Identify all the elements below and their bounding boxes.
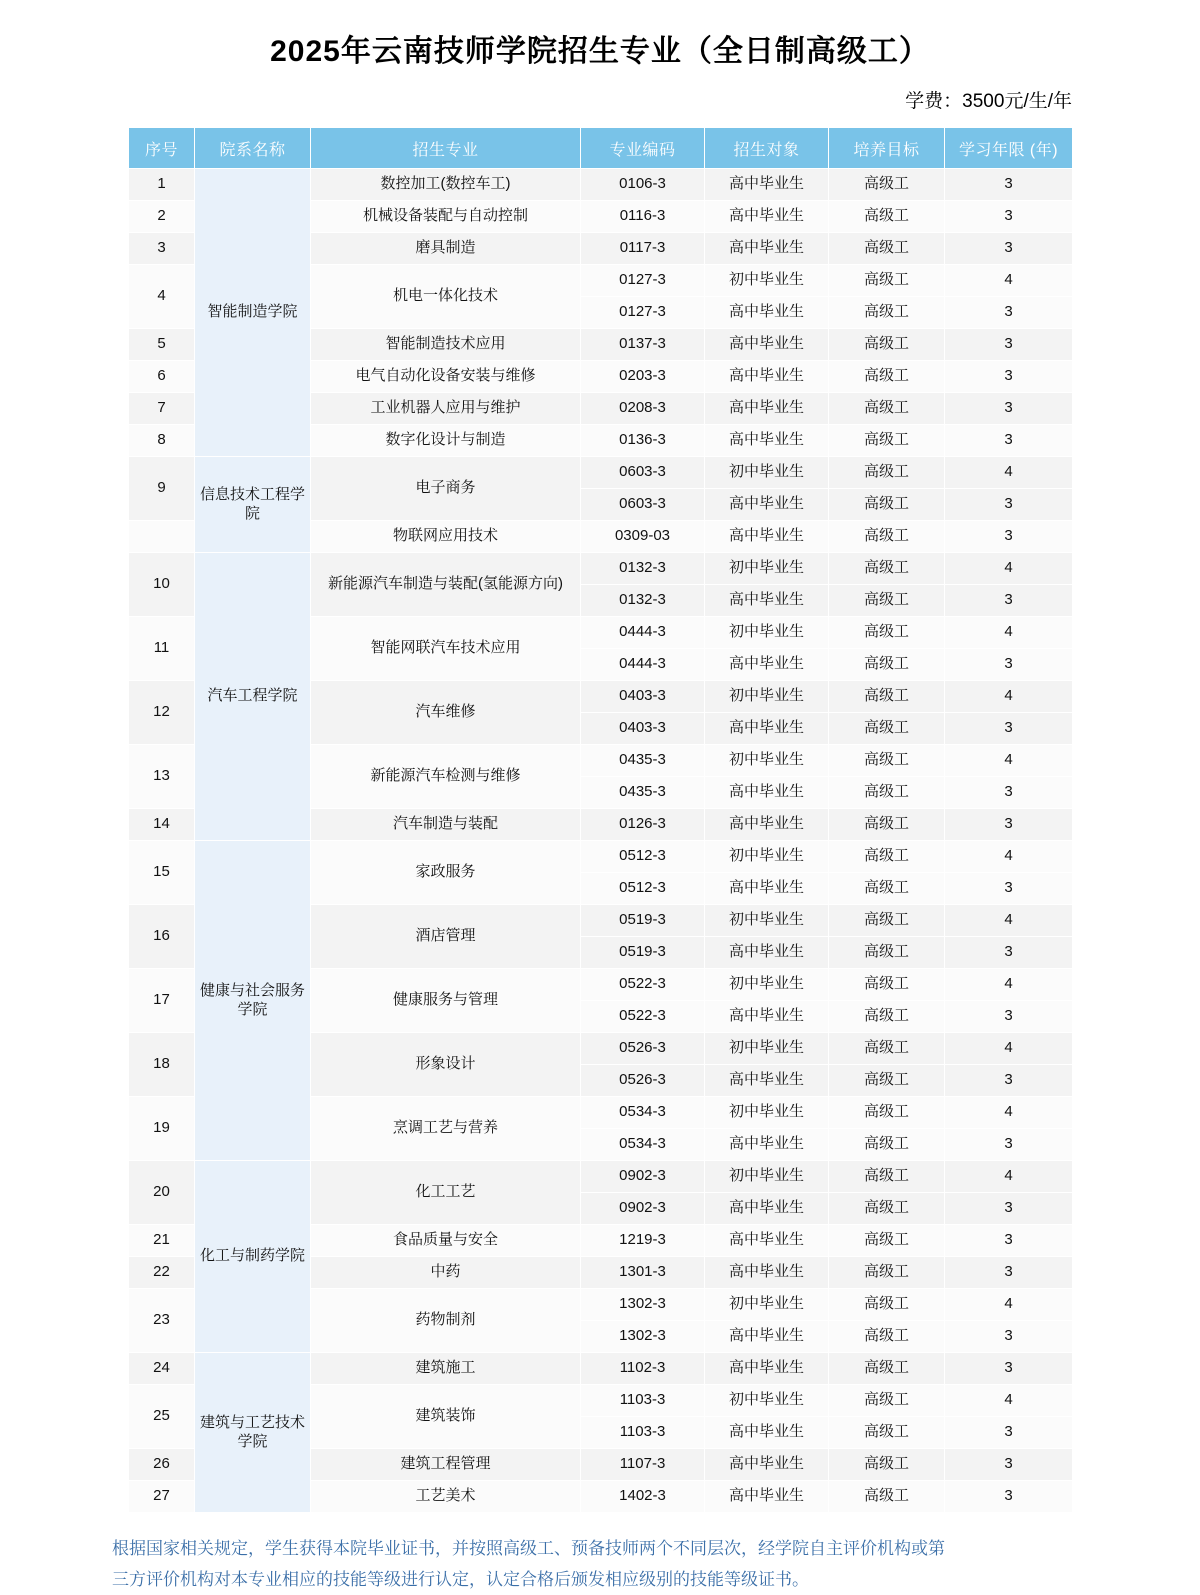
cell-index: 15	[129, 841, 195, 905]
cell-object: 初中毕业生	[705, 457, 829, 489]
cell-major: 电子商务	[311, 457, 581, 521]
cell-goal: 高级工	[829, 585, 945, 617]
col-header-object: 招生对象	[705, 128, 829, 169]
cell-index: 11	[129, 617, 195, 681]
cell-years: 3	[945, 329, 1073, 361]
cell-years: 3	[945, 1353, 1073, 1385]
majors-table	[128, 127, 1073, 1513]
cell-goal: 高级工	[829, 777, 945, 809]
cell-goal: 高级工	[829, 745, 945, 777]
cell-object: 高中毕业生	[705, 393, 829, 425]
cell-object: 高中毕业生	[705, 1353, 829, 1385]
cell-code: 0512-3	[581, 873, 705, 905]
cell-object: 初中毕业生	[705, 1385, 829, 1417]
cell-goal: 高级工	[829, 905, 945, 937]
cell-years: 4	[945, 1097, 1073, 1129]
cell-years: 3	[945, 1225, 1073, 1257]
cell-major: 家政服务	[311, 841, 581, 905]
cell-index: 21	[129, 1225, 195, 1257]
cell-major: 新能源汽车检测与维修	[311, 745, 581, 809]
cell-goal: 高级工	[829, 361, 945, 393]
footnote-line-2: 三方评价机构对本专业相应的技能等级进行认定，认定合格后颁发相应级别的技能等级证书。	[112, 1569, 809, 1589]
cell-goal: 高级工	[829, 1065, 945, 1097]
cell-goal: 高级工	[829, 1257, 945, 1289]
cell-department: 建筑与工艺技术学院	[195, 1353, 311, 1513]
cell-code: 0603-3	[581, 457, 705, 489]
cell-years: 4	[945, 969, 1073, 1001]
cell-object: 高中毕业生	[705, 777, 829, 809]
cell-major: 机械设备装配与自动控制	[311, 201, 581, 233]
cell-years: 3	[945, 809, 1073, 841]
cell-code: 0137-3	[581, 329, 705, 361]
cell-index: 3	[129, 233, 195, 265]
cell-index: 24	[129, 1353, 195, 1385]
cell-goal: 高级工	[829, 489, 945, 521]
cell-goal: 高级工	[829, 809, 945, 841]
cell-index: 17	[129, 969, 195, 1033]
cell-code: 0534-3	[581, 1129, 705, 1161]
cell-object: 初中毕业生	[705, 265, 829, 297]
cell-object: 高中毕业生	[705, 425, 829, 457]
cell-object: 高中毕业生	[705, 1417, 829, 1449]
cell-goal: 高级工	[829, 713, 945, 745]
cell-major: 中药	[311, 1257, 581, 1289]
cell-index: 19	[129, 1097, 195, 1161]
cell-code: 0902-3	[581, 1193, 705, 1225]
cell-goal: 高级工	[829, 937, 945, 969]
cell-major: 建筑施工	[311, 1353, 581, 1385]
cell-goal: 高级工	[829, 425, 945, 457]
cell-code: 0127-3	[581, 297, 705, 329]
cell-object: 初中毕业生	[705, 617, 829, 649]
cell-years: 4	[945, 265, 1073, 297]
table-body	[129, 169, 1073, 1513]
cell-object: 高中毕业生	[705, 873, 829, 905]
cell-object: 高中毕业生	[705, 489, 829, 521]
col-header-years: 学习年限 (年)	[945, 128, 1073, 169]
cell-object: 高中毕业生	[705, 649, 829, 681]
cell-years: 3	[945, 297, 1073, 329]
table-container	[0, 113, 1200, 1513]
cell-department: 健康与社会服务学院	[195, 841, 311, 1161]
cell-years: 3	[945, 1449, 1073, 1481]
cell-code: 0136-3	[581, 425, 705, 457]
cell-index: 1	[129, 169, 195, 201]
cell-index: 4	[129, 265, 195, 329]
cell-index: 14	[129, 809, 195, 841]
cell-goal: 高级工	[829, 1129, 945, 1161]
cell-major: 药物制剂	[311, 1289, 581, 1353]
cell-object: 高中毕业生	[705, 1449, 829, 1481]
cell-years: 4	[945, 617, 1073, 649]
table-row	[129, 1161, 1073, 1193]
cell-goal: 高级工	[829, 169, 945, 201]
cell-object: 高中毕业生	[705, 297, 829, 329]
cell-index: 9	[129, 457, 195, 521]
cell-major: 汽车维修	[311, 681, 581, 745]
cell-major: 建筑装饰	[311, 1385, 581, 1449]
col-header-major: 招生专业	[311, 128, 581, 169]
cell-years: 3	[945, 873, 1073, 905]
cell-object: 高中毕业生	[705, 1129, 829, 1161]
cell-goal: 高级工	[829, 1481, 945, 1513]
cell-object: 高中毕业生	[705, 1001, 829, 1033]
cell-goal: 高级工	[829, 329, 945, 361]
cell-years: 3	[945, 1065, 1073, 1097]
cell-code: 0116-3	[581, 201, 705, 233]
cell-years: 3	[945, 937, 1073, 969]
cell-goal: 高级工	[829, 1033, 945, 1065]
cell-object: 高中毕业生	[705, 1065, 829, 1097]
cell-object: 初中毕业生	[705, 1289, 829, 1321]
cell-years: 4	[945, 905, 1073, 937]
cell-major: 磨具制造	[311, 233, 581, 265]
cell-goal: 高级工	[829, 265, 945, 297]
cell-goal: 高级工	[829, 1225, 945, 1257]
cell-years: 4	[945, 745, 1073, 777]
cell-object: 高中毕业生	[705, 1321, 829, 1353]
cell-years: 3	[945, 393, 1073, 425]
cell-goal: 高级工	[829, 873, 945, 905]
cell-years: 4	[945, 457, 1073, 489]
cell-years: 4	[945, 1033, 1073, 1065]
cell-major: 工艺美术	[311, 1481, 581, 1513]
cell-years: 3	[945, 649, 1073, 681]
cell-goal: 高级工	[829, 1417, 945, 1449]
cell-code: 1102-3	[581, 1353, 705, 1385]
cell-major: 化工工艺	[311, 1161, 581, 1225]
cell-goal: 高级工	[829, 841, 945, 873]
cell-years: 3	[945, 361, 1073, 393]
cell-major: 智能网联汽车技术应用	[311, 617, 581, 681]
cell-years: 4	[945, 1385, 1073, 1417]
cell-code: 1103-3	[581, 1417, 705, 1449]
cell-goal: 高级工	[829, 1353, 945, 1385]
cell-major: 酒店管理	[311, 905, 581, 969]
cell-index: 23	[129, 1289, 195, 1353]
cell-goal: 高级工	[829, 521, 945, 553]
col-header-index: 序号	[129, 128, 195, 169]
cell-code: 0435-3	[581, 745, 705, 777]
cell-goal: 高级工	[829, 1193, 945, 1225]
cell-index: 22	[129, 1257, 195, 1289]
cell-code: 0522-3	[581, 1001, 705, 1033]
cell-code: 0208-3	[581, 393, 705, 425]
cell-object: 高中毕业生	[705, 1257, 829, 1289]
cell-code: 0902-3	[581, 1161, 705, 1193]
table-row	[129, 553, 1073, 585]
cell-years: 3	[945, 585, 1073, 617]
cell-code: 1219-3	[581, 1225, 705, 1257]
cell-object: 初中毕业生	[705, 841, 829, 873]
cell-index: 7	[129, 393, 195, 425]
cell-code: 0526-3	[581, 1033, 705, 1065]
cell-code: 0126-3	[581, 809, 705, 841]
cell-code: 0203-3	[581, 361, 705, 393]
col-header-department: 院系名称	[195, 128, 311, 169]
cell-code: 0106-3	[581, 169, 705, 201]
cell-index: 6	[129, 361, 195, 393]
cell-object: 高中毕业生	[705, 713, 829, 745]
cell-department: 信息技术工程学院	[195, 457, 311, 553]
cell-index: 10	[129, 553, 195, 617]
cell-object: 初中毕业生	[705, 969, 829, 1001]
table-row	[129, 457, 1073, 489]
cell-years: 3	[945, 521, 1073, 553]
cell-code: 0444-3	[581, 649, 705, 681]
cell-index: 18	[129, 1033, 195, 1097]
cell-object: 高中毕业生	[705, 809, 829, 841]
cell-code: 0522-3	[581, 969, 705, 1001]
cell-years: 3	[945, 201, 1073, 233]
cell-object: 高中毕业生	[705, 233, 829, 265]
cell-index: 25	[129, 1385, 195, 1449]
cell-code: 1402-3	[581, 1481, 705, 1513]
cell-object: 高中毕业生	[705, 585, 829, 617]
cell-years: 4	[945, 1289, 1073, 1321]
cell-index: 2	[129, 201, 195, 233]
cell-major: 形象设计	[311, 1033, 581, 1097]
cell-goal: 高级工	[829, 681, 945, 713]
cell-goal: 高级工	[829, 969, 945, 1001]
cell-code: 0132-3	[581, 553, 705, 585]
tuition-fee-note: 学费：3500元/生/年	[905, 91, 1072, 112]
cell-goal: 高级工	[829, 553, 945, 585]
cell-object: 高中毕业生	[705, 1225, 829, 1257]
cell-code: 0512-3	[581, 841, 705, 873]
col-header-code: 专业编码	[581, 128, 705, 169]
cell-major: 食品质量与安全	[311, 1225, 581, 1257]
cell-years: 3	[945, 1257, 1073, 1289]
cell-years: 3	[945, 1129, 1073, 1161]
cell-object: 初中毕业生	[705, 1097, 829, 1129]
cell-major: 电气自动化设备安装与维修	[311, 361, 581, 393]
cell-object: 高中毕业生	[705, 361, 829, 393]
cell-code: 1302-3	[581, 1289, 705, 1321]
cell-index: 8	[129, 425, 195, 457]
cell-code: 0519-3	[581, 905, 705, 937]
cell-department: 化工与制药学院	[195, 1161, 311, 1353]
cell-object: 初中毕业生	[705, 553, 829, 585]
cell-code: 0519-3	[581, 937, 705, 969]
cell-years: 3	[945, 489, 1073, 521]
cell-major: 物联网应用技术	[311, 521, 581, 553]
cell-department: 智能制造学院	[195, 169, 311, 457]
cell-years: 3	[945, 1193, 1073, 1225]
cell-goal: 高级工	[829, 1385, 945, 1417]
cell-code: 0526-3	[581, 1065, 705, 1097]
cell-index: 13	[129, 745, 195, 809]
cell-years: 4	[945, 1161, 1073, 1193]
cell-major: 健康服务与管理	[311, 969, 581, 1033]
cell-object: 高中毕业生	[705, 521, 829, 553]
cell-major: 数控加工(数控车工)	[311, 169, 581, 201]
table-row	[129, 841, 1073, 873]
cell-object: 高中毕业生	[705, 1193, 829, 1225]
cell-goal: 高级工	[829, 617, 945, 649]
cell-object: 初中毕业生	[705, 745, 829, 777]
cell-years: 3	[945, 425, 1073, 457]
cell-goal: 高级工	[829, 457, 945, 489]
cell-index: 16	[129, 905, 195, 969]
cell-index: 27	[129, 1481, 195, 1513]
cell-code: 1302-3	[581, 1321, 705, 1353]
cell-object: 高中毕业生	[705, 1481, 829, 1513]
cell-object: 初中毕业生	[705, 905, 829, 937]
footnote-line-1: 根据国家相关规定，学生获得本院毕业证书，并按照高级工、预备技师两个不同层次，经学院自主评价机构或第	[112, 1539, 945, 1558]
cell-years: 3	[945, 777, 1073, 809]
cell-object: 高中毕业生	[705, 201, 829, 233]
cell-years: 3	[945, 1481, 1073, 1513]
cell-index	[129, 521, 195, 553]
cell-years: 4	[945, 553, 1073, 585]
cell-years: 3	[945, 1321, 1073, 1353]
cell-major: 智能制造技术应用	[311, 329, 581, 361]
cell-years: 3	[945, 1001, 1073, 1033]
cell-code: 1103-3	[581, 1385, 705, 1417]
cell-code: 0403-3	[581, 681, 705, 713]
cell-goal: 高级工	[829, 649, 945, 681]
col-header-goal: 培养目标	[829, 128, 945, 169]
cell-code: 0117-3	[581, 233, 705, 265]
cell-goal: 高级工	[829, 297, 945, 329]
cell-code: 0403-3	[581, 713, 705, 745]
cell-years: 4	[945, 681, 1073, 713]
cell-goal: 高级工	[829, 1449, 945, 1481]
cell-object: 初中毕业生	[705, 681, 829, 713]
table-row	[129, 169, 1073, 201]
cell-object: 初中毕业生	[705, 1161, 829, 1193]
cell-goal: 高级工	[829, 1097, 945, 1129]
cell-years: 3	[945, 1417, 1073, 1449]
cell-code: 0127-3	[581, 265, 705, 297]
cell-goal: 高级工	[829, 233, 945, 265]
page-title: 2025年云南技师学院招生专业（全日制高级工）	[270, 35, 930, 68]
cell-goal: 高级工	[829, 201, 945, 233]
cell-major: 新能源汽车制造与装配(氢能源方向)	[311, 553, 581, 617]
cell-years: 3	[945, 169, 1073, 201]
cell-goal: 高级工	[829, 1161, 945, 1193]
cell-code: 0132-3	[581, 585, 705, 617]
cell-major: 机电一体化技术	[311, 265, 581, 329]
table-header-row	[129, 128, 1073, 169]
cell-years: 3	[945, 713, 1073, 745]
cell-years: 3	[945, 233, 1073, 265]
cell-department: 汽车工程学院	[195, 553, 311, 841]
cell-code: 0435-3	[581, 777, 705, 809]
cell-object: 初中毕业生	[705, 1033, 829, 1065]
table-row	[129, 1353, 1073, 1385]
cell-object: 高中毕业生	[705, 937, 829, 969]
cell-major: 汽车制造与装配	[311, 809, 581, 841]
cell-code: 0444-3	[581, 617, 705, 649]
cell-code: 1107-3	[581, 1449, 705, 1481]
cell-object: 高中毕业生	[705, 329, 829, 361]
cell-goal: 高级工	[829, 1321, 945, 1353]
cell-index: 5	[129, 329, 195, 361]
cell-goal: 高级工	[829, 1001, 945, 1033]
cell-code: 0309-03	[581, 521, 705, 553]
footnote	[0, 1513, 1200, 1595]
cell-major: 烹调工艺与营养	[311, 1097, 581, 1161]
cell-major: 工业机器人应用与维护	[311, 393, 581, 425]
cell-code: 0603-3	[581, 489, 705, 521]
cell-major: 数字化设计与制造	[311, 425, 581, 457]
cell-index: 20	[129, 1161, 195, 1225]
cell-goal: 高级工	[829, 1289, 945, 1321]
cell-major: 建筑工程管理	[311, 1449, 581, 1481]
cell-code: 0534-3	[581, 1097, 705, 1129]
cell-years: 4	[945, 841, 1073, 873]
cell-index: 26	[129, 1449, 195, 1481]
cell-code: 1301-3	[581, 1257, 705, 1289]
cell-object: 高中毕业生	[705, 169, 829, 201]
cell-index: 12	[129, 681, 195, 745]
cell-goal: 高级工	[829, 393, 945, 425]
